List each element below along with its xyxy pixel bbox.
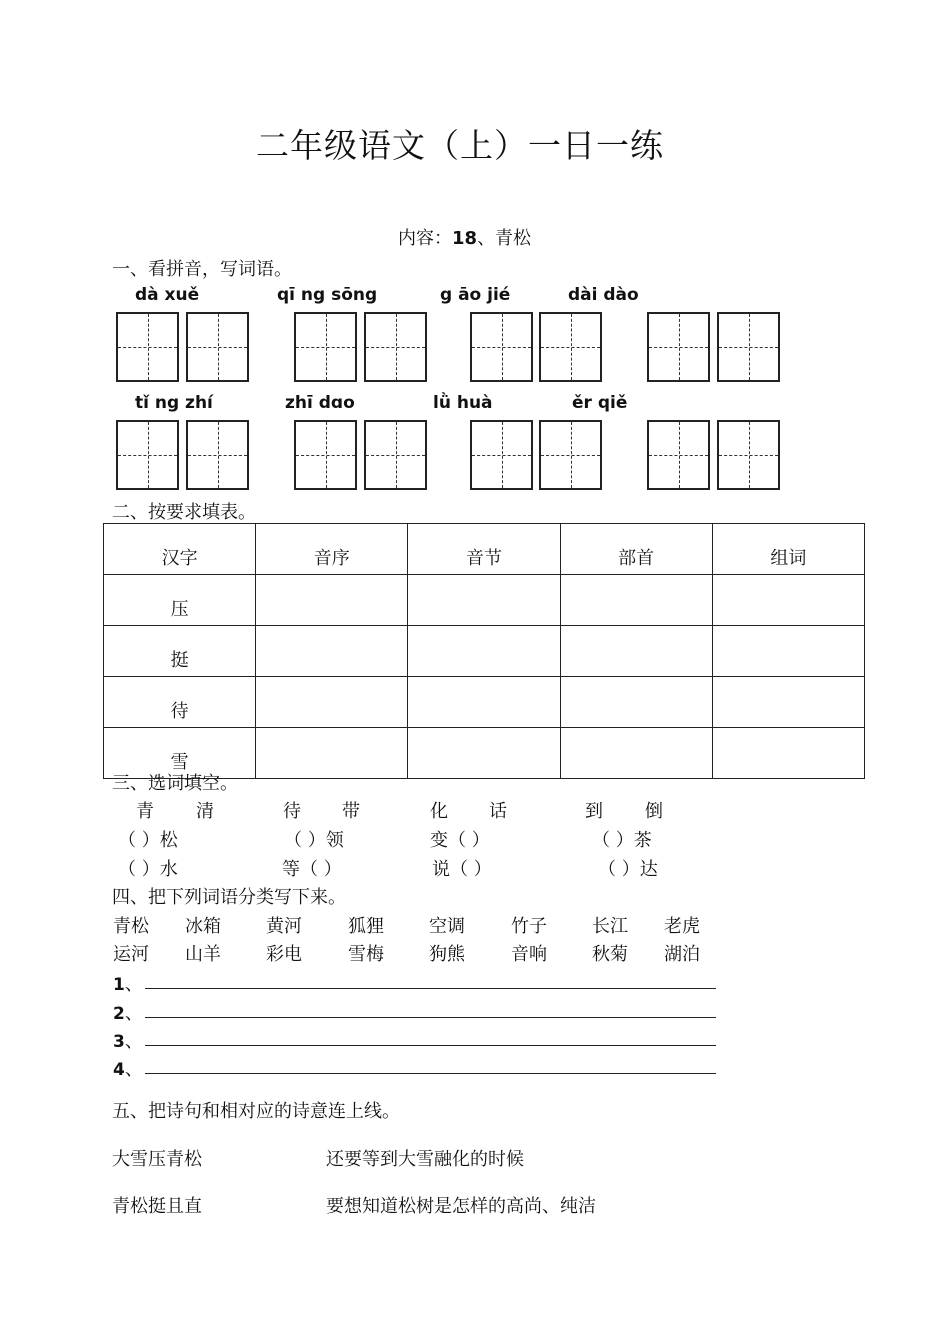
writing-box[interactable] [470,420,533,490]
word-item: 狗熊 [429,944,465,965]
word-item: 秋菊 [592,944,628,965]
writing-box[interactable] [116,420,179,490]
table-row [104,575,865,626]
category-label: 2、 [113,1003,143,1024]
word-item: 长江 [592,916,628,937]
choice-word: 倒 [645,801,663,822]
section-2-heading: 二、按要求填表。 [112,502,256,523]
table-header: 音节 [408,524,560,575]
table-cell[interactable] [408,575,560,626]
writing-box[interactable] [294,420,357,490]
word-item: 狐狸 [348,916,384,937]
table-cell[interactable] [408,728,560,779]
choice-word: 清 [196,801,214,822]
word-item: 运河 [113,944,149,965]
lesson-info [398,224,531,250]
table-cell[interactable] [560,575,712,626]
table-char: 挺 [104,626,256,677]
writing-box[interactable] [470,312,533,382]
table-cell[interactable] [712,626,864,677]
table-cell[interactable] [560,728,712,779]
pinyin-1: dà xuě [135,285,200,305]
choice-word: 带 [342,801,360,822]
section-5-heading: 五、把诗句和相对应的诗意连上线。 [112,1101,400,1122]
table-row [104,626,865,677]
table-cell[interactable] [256,626,408,677]
table-cell[interactable] [712,575,864,626]
choice-word: 待 [283,801,301,822]
writing-box[interactable] [539,312,602,382]
table-cell[interactable] [256,575,408,626]
pinyin-2: qī ng sōng [277,285,378,305]
section-1-heading: 一、看拼音，写词语。 [112,259,292,280]
fill-blank[interactable]: （ ）领 [284,830,344,851]
writing-box[interactable] [186,420,249,490]
fill-blank[interactable]: （ ）达 [598,859,658,880]
pinyin-4: dài dào [568,285,639,305]
pinyin-5: tǐ ng zhí [135,393,213,413]
character-table [103,523,865,779]
poem-line[interactable]: 青松挺且直 [112,1196,202,1217]
word-item: 竹子 [511,916,547,937]
category-label: 1、 [113,974,143,995]
table-cell[interactable] [408,626,560,677]
pinyin-3: g āo jié [440,285,511,305]
table-char: 待 [104,677,256,728]
category-label: 4、 [113,1059,143,1080]
table-cell[interactable] [560,626,712,677]
fill-blank[interactable]: 变（ ） [430,830,490,851]
table-char: 压 [104,575,256,626]
table-cell[interactable] [408,677,560,728]
answer-line[interactable] [145,1017,716,1018]
table-header: 部首 [560,524,712,575]
table-cell[interactable] [256,728,408,779]
writing-box[interactable] [647,312,710,382]
writing-box[interactable] [717,312,780,382]
word-item: 雪梅 [348,944,384,965]
word-item: 冰箱 [185,916,221,937]
writing-box[interactable] [364,420,427,490]
table-header: 组词 [712,524,864,575]
table-cell[interactable] [256,677,408,728]
fill-blank[interactable]: 等（ ） [282,859,342,880]
writing-box[interactable] [116,312,179,382]
lesson-number: 18 [452,228,478,249]
page-title: 二年级语文（上）一日一练 [256,126,664,165]
table-header: 音序 [256,524,408,575]
word-item: 黄河 [266,916,302,937]
word-item: 湖泊 [664,944,700,965]
table-header-row [104,524,865,575]
poem-meaning[interactable]: 还要等到大雪融化的时候 [326,1149,524,1170]
pinyin-7: lǜ huà [433,393,493,413]
answer-line[interactable] [145,988,716,989]
section-3-heading: 三、选词填空。 [112,773,238,794]
word-item: 彩电 [266,944,302,965]
lesson-name: 、青松 [477,228,532,249]
writing-box[interactable] [364,312,427,382]
choice-word: 话 [489,801,507,822]
word-item: 青松 [113,916,149,937]
choice-word: 青 [136,801,154,822]
content-label: 内容： [398,228,452,249]
answer-line[interactable] [145,1073,716,1074]
poem-line[interactable]: 大雪压青松 [112,1149,202,1170]
writing-box[interactable] [647,420,710,490]
writing-box[interactable] [717,420,780,490]
table-char: 雪 [104,728,256,779]
choice-word: 化 [430,801,448,822]
choice-word: 到 [585,801,603,822]
table-header: 汉字 [104,524,256,575]
table-cell[interactable] [712,677,864,728]
table-row [104,677,865,728]
answer-line[interactable] [145,1045,716,1046]
category-label: 3、 [113,1031,143,1052]
pinyin-8: ěr qiě [572,393,628,413]
poem-meaning[interactable]: 要想知道松树是怎样的高尚、纯洁 [326,1196,596,1217]
fill-blank[interactable]: （ ）茶 [592,830,652,851]
writing-box[interactable] [539,420,602,490]
word-item: 音响 [511,944,547,965]
word-item: 老虎 [664,916,700,937]
writing-box[interactable] [186,312,249,382]
section-4-heading: 四、把下列词语分类写下来。 [112,887,346,908]
word-item: 空调 [429,916,465,937]
fill-blank[interactable]: （ ）水 [118,859,178,880]
pinyin-6: zhī dɑo [285,393,355,413]
writing-box[interactable] [294,312,357,382]
table-cell[interactable] [560,677,712,728]
table-cell[interactable] [712,728,864,779]
word-item: 山羊 [185,944,221,965]
fill-blank[interactable]: （ ）松 [118,830,178,851]
fill-blank[interactable]: 说（ ） [432,859,492,880]
